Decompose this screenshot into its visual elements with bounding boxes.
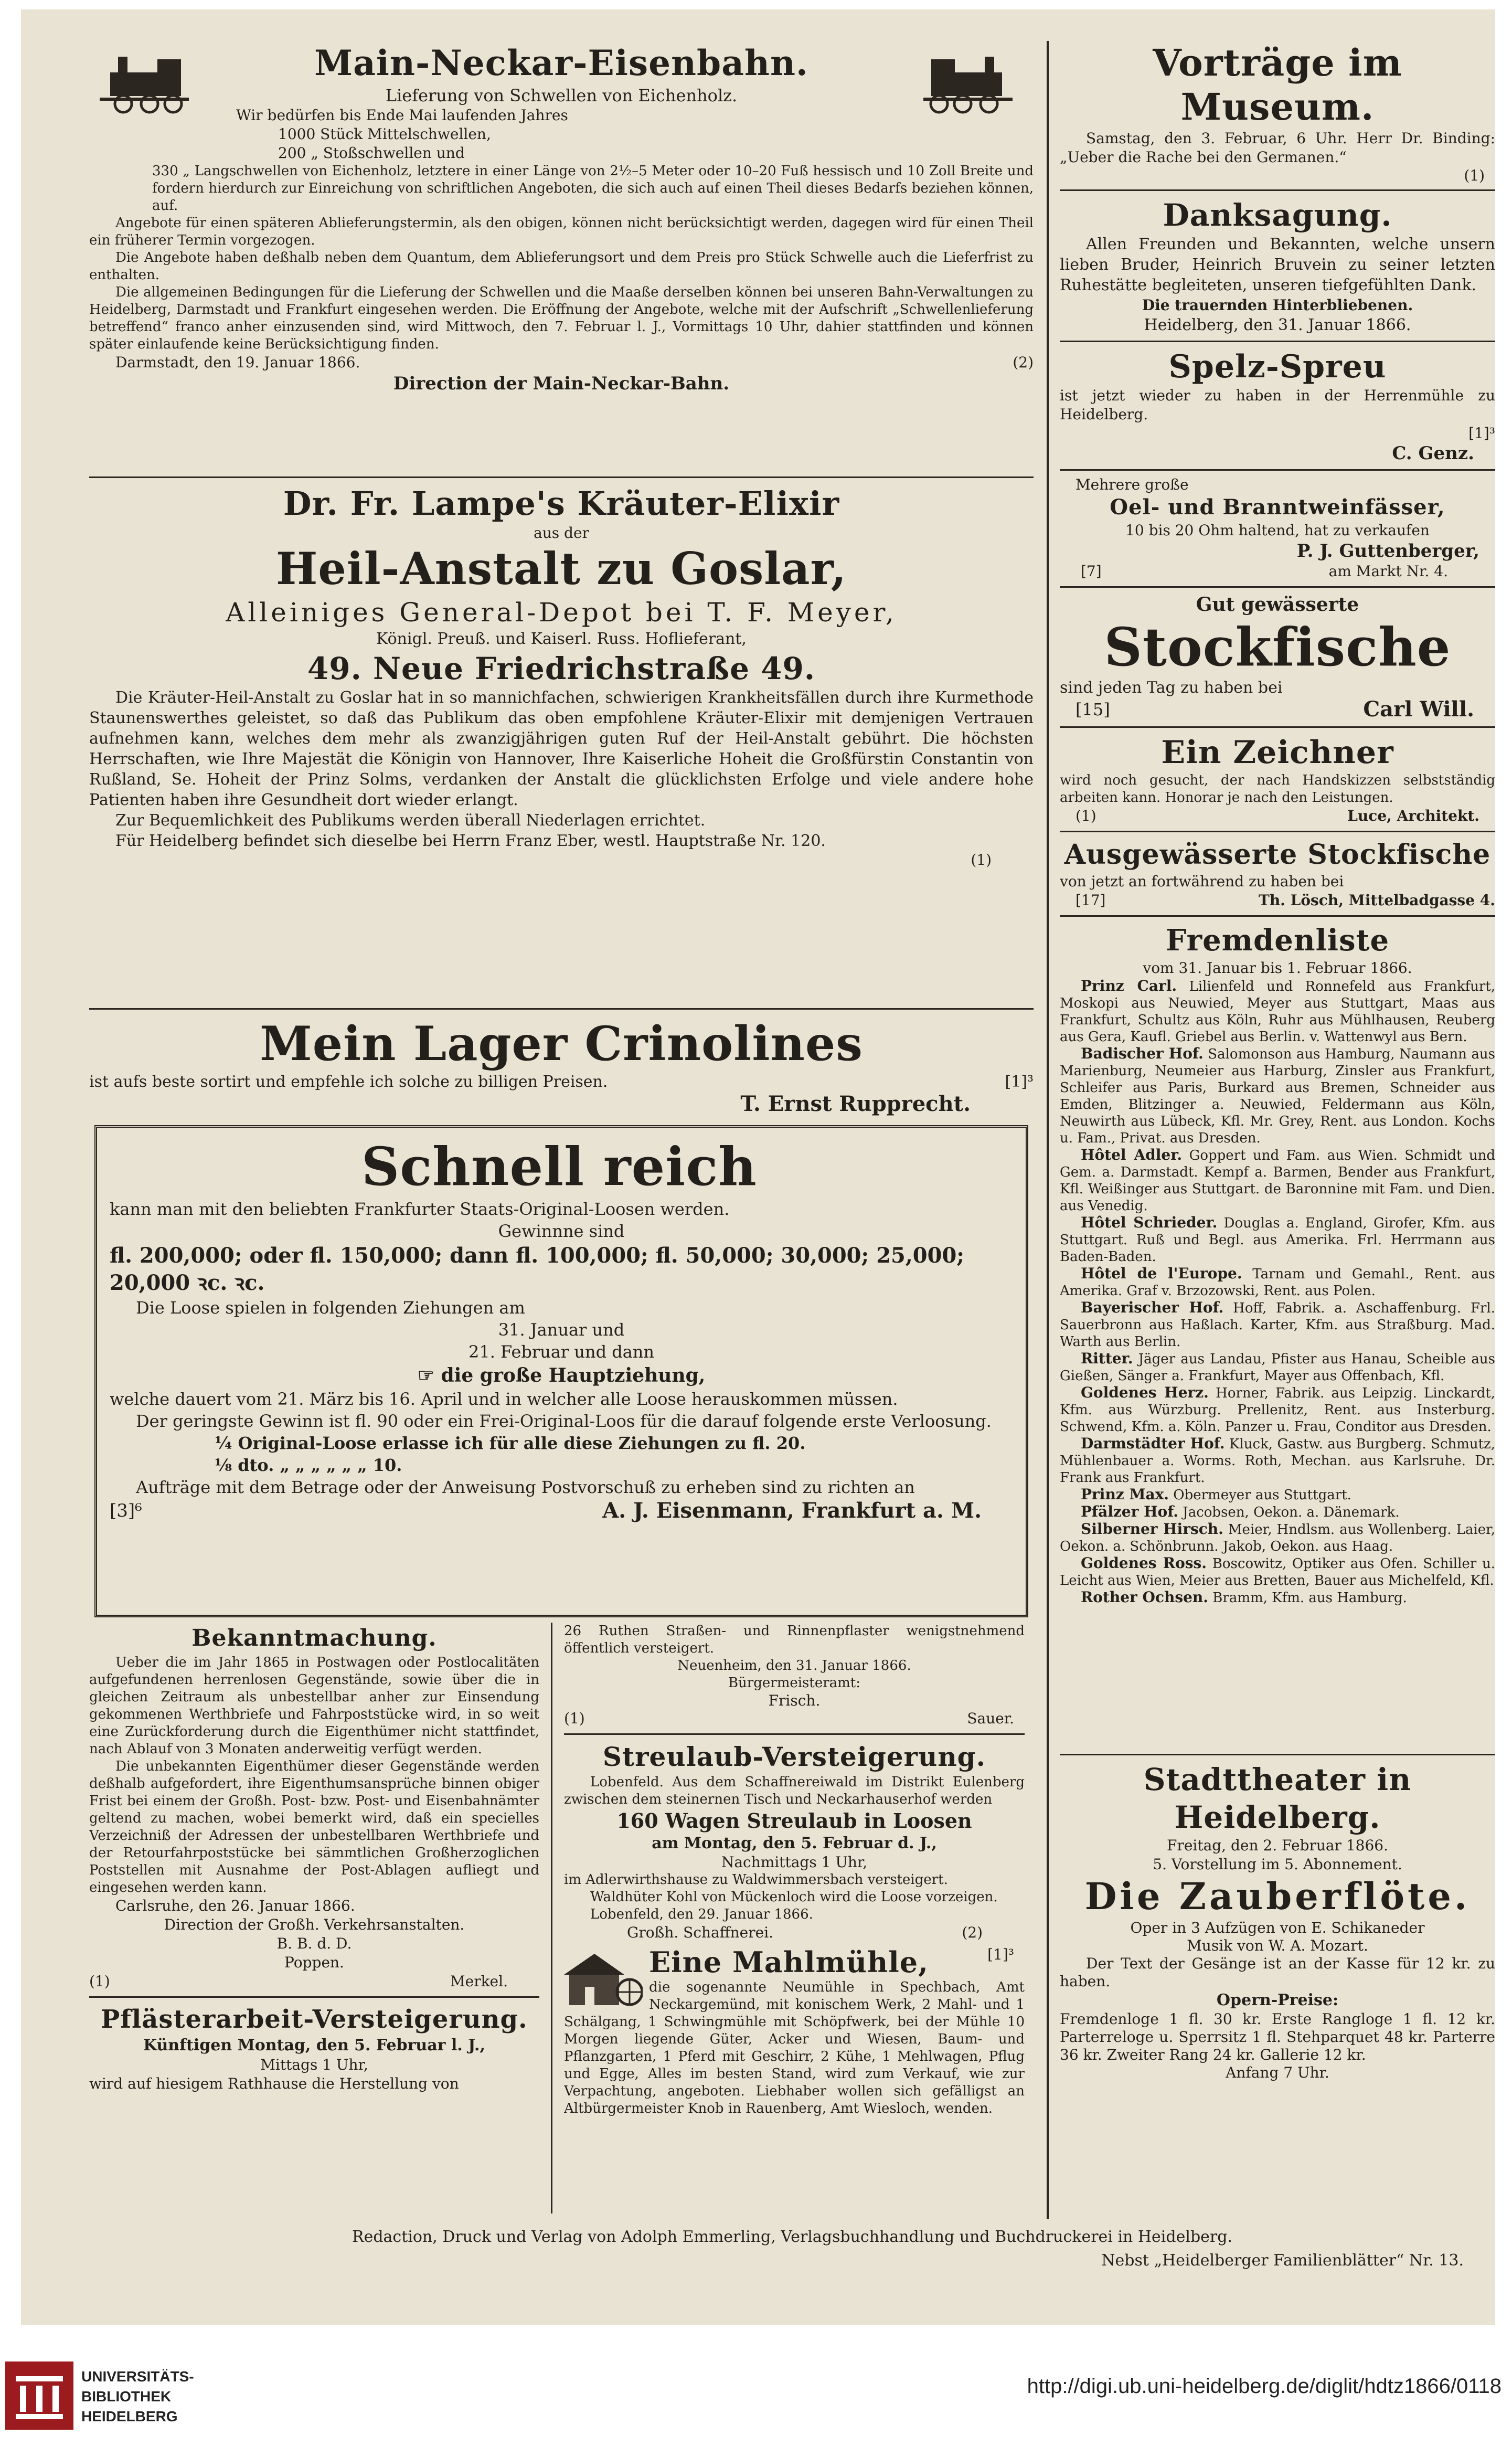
elixir-ad: [89, 483, 1034, 1003]
elixir-paragraph: Für Heidelberg befindet sich dieselbe bei Herrn Franz Eber, westl. Hauptstraße Nr. 120.: [115, 832, 826, 850]
fremden-entry: [1060, 1147, 1495, 1214]
right-subcolumn: [552, 1623, 1025, 2214]
fremden-guests: Jäger aus Landau, Pfister aus Hanau, Scheible aus Gießen, Sänger a. Frankfurt, Mayer aus Offenbach, Kfl.: [1060, 1351, 1495, 1384]
ad-number: (1): [89, 1973, 110, 1990]
lottery-line: welche dauert vom 21. März bis 16. April und in welcher alle Loose herauskommen müssen.: [110, 1389, 898, 1409]
fremden-hotel: Goldenes Herz.: [1081, 1384, 1209, 1401]
zeichner-title: Ein Zeichner: [1161, 734, 1394, 771]
bekannt-signature: Merkel.: [450, 1973, 508, 1990]
elixir-koenig: Königl. Preuß. und Kaiserl. Russ. Hoflieferant,: [376, 630, 747, 648]
spelz-title: Spelz-Spreu: [1168, 348, 1387, 385]
stock2-body: von jetzt an fortwährend zu haben bei: [1060, 873, 1344, 890]
ad-number: [15]: [1076, 700, 1110, 719]
fremden-hotel: Rother Ochsen.: [1081, 1588, 1209, 1606]
spelz-body: ist jetzt wieder zu haben in der Herrenmühle zu Heidelberg.: [1060, 387, 1495, 423]
pflaster-office: Bürgermeisteramt:: [728, 1675, 861, 1691]
crinoline-body: ist aufs beste sortirt und empfehle ich solche zu billigen Preisen.: [89, 1073, 608, 1091]
mill-illustration-icon: [564, 1947, 643, 2010]
stockfische2-ad: [1060, 838, 1495, 910]
fremden-hotel: Prinz Max.: [1081, 1486, 1169, 1503]
divider: [1060, 189, 1495, 191]
lottery-signature: A. J. Eisenmann, Frankfurt a. M.: [602, 1498, 982, 1523]
railway-ad: [89, 41, 1034, 471]
muehle-body: die sogenannte Neumühle in Spechbach, Amt Neckargemünd, mit konischem Werk, 2 Mahl- und 1 Schälgang, 1 Schwingmühle mit Schöpfwerk, bei der Mühle 10 Morgen liegende Güter, Acker und Wiesen, Baum- und Pflanzgarten, 1 Pferd mit Geschirr, 2 Kühe, 1 Mehlwagen, Pflug und Egge, Alles im besten Stand, wird zum Verkauf, wie zur Verpachtung, angeboten. Liebhaber wollen sich gefälligst an Altbürgermeister Knob in Rauenberg, Amt Wiesloch, wenden.: [564, 1979, 1025, 2116]
pflaster-continued: [564, 1623, 1025, 1728]
fremden-entry: [1060, 1299, 1495, 1350]
imprint: Redaction, Druck und Verlag von Adolph Emmerling, Verlagsbuchhandlung und Buchdruckerei in Heidelberg.: [352, 2228, 1232, 2246]
column-divider: [1047, 41, 1049, 2219]
pflaster-place: Neuenheim, den 31. Januar 1866.: [677, 1658, 911, 1674]
lottery-line: Die Loose spielen in folgenden Ziehungen am: [136, 1298, 525, 1318]
divider: [89, 476, 1034, 478]
lottery-date: 21. Februar und dann: [468, 1342, 655, 1362]
rail-paragraph: Die Angebote haben deßhalb neben dem Quantum, dem Ablieferungsort und dem Preis pro Stück Schwelle auch die Lieferfrist zu enthalten.: [89, 250, 1034, 283]
zeichner-body: wird noch gesucht, der nach Handskizzen selbstständig arbeiten kann. Honorar je nach den Leistungen.: [1060, 772, 1495, 806]
divider: [564, 1733, 1025, 1735]
lottery-prizes: fl. 200,000; oder fl. 150,000; dann fl. 100,000; fl. 50,000; 30,000; 25,000; 20,000 ꝛc. ꝛc.: [110, 1243, 965, 1295]
ad-number: (1): [1076, 807, 1096, 824]
muehle-ad: [564, 1945, 1025, 2117]
muehle-title: Eine Mahlmühle,: [649, 1945, 929, 1979]
dank-signature: Die trauernden Hinterbliebenen.: [1142, 296, 1413, 314]
zeichner-signature: Luce, Architekt.: [1347, 807, 1479, 824]
lottery-line: Aufträge mit dem Betrage oder der Anweisung Postvorschuß zu erheben sind zu richten an: [136, 1477, 915, 1497]
right-column: [1060, 41, 1495, 2198]
ad-number: [1]³: [1468, 425, 1495, 442]
elixir-street: 49. Neue Friedrichstraße 49.: [307, 651, 816, 686]
stock-signature: Carl Will.: [1363, 697, 1474, 721]
lottery-title: Schnell reich: [361, 1136, 757, 1198]
ad-number: [1]³: [987, 1946, 1014, 1963]
locomotive-icon: [100, 51, 205, 114]
divider: [1060, 469, 1495, 471]
streu-place: Lobenfeld, den 29. Januar 1866.: [590, 1907, 813, 1922]
fremden-hotel: Ritter.: [1081, 1350, 1133, 1367]
fremden-guests: Tarnam und Gemahl., Rent. aus Amerika. Graf v. Brzozowski, Rent. aus Polen.: [1060, 1266, 1495, 1299]
elixir-heil: Heil-Anstalt zu Goslar,: [275, 543, 847, 595]
vortrag-ad: [1060, 41, 1495, 184]
streu-paragraph: im Adlerwirthshause zu Waldwimmersbach versteigert.: [564, 1872, 948, 1888]
pflaster-line: 26 Ruthen Straßen- und Rinnenpflaster wenigstnehmend öffentlich versteigert.: [564, 1623, 1025, 1656]
fremden-entry: [1060, 1555, 1495, 1589]
fremden-hotel: Prinz Carl.: [1081, 977, 1177, 994]
library-name-line: BIBLIOTHEK: [81, 2388, 172, 2405]
fremden-entry: [1060, 1589, 1495, 1606]
fass-title: Oel- und Branntweinfässer,: [1110, 495, 1445, 520]
fremden-title: Fremdenliste: [1165, 923, 1390, 958]
vortrag-body: Samstag, den 3. Februar, 6 Uhr. Herr Dr. Binding: „Ueber die Rache bei den Germanen.“: [1060, 130, 1495, 166]
divider: [89, 1008, 1034, 1010]
locomotive-icon: [908, 51, 1013, 114]
rail-intro: Wir bedürfen bis Ende Mai laufenden Jahres: [236, 107, 568, 124]
fremden-guests: Obermeyer aus Stuttgart.: [1173, 1487, 1351, 1503]
fass-signature: P. J. Guttenberger,: [1296, 541, 1479, 562]
library-name-line: HEIDELBERG: [81, 2408, 178, 2424]
bekannt-signature: B. B. d. D.: [276, 1935, 352, 1952]
fremden-entry: [1060, 1521, 1495, 1555]
divider: [1060, 915, 1495, 917]
fremden-guests: Kluck, Gastw. aus Burgberg. Schmutz, Mühlenbauer a. Worms. Roth, Mechan. aus Karlsruhe. Dr. Frank aus Frankfurt.: [1060, 1436, 1495, 1486]
danksagung-ad: [1060, 196, 1495, 335]
spelz-signature: C. Genz.: [1392, 443, 1474, 464]
lottery-fraction: ⅛ dto. „ „ „ „ „ „ 10.: [215, 1455, 402, 1475]
fremden-guests: Salomonson aus Hamburg, Naumann aus Marienburg, Neumeier aus Harburg, Zinsler aus Frankfurt, Schleifer aus Paris, Burkard aus Bremen, Schneider aus Emden, Blitzinger a. Neuwied, Feldermann aus Köln, Neuwirth aus Lübeck, Kfl. Mr. Grey, Rent. aus London. Kochs u. Fam., Privat. aus Dresden.: [1060, 1046, 1495, 1146]
streulaub-ad: [564, 1740, 1025, 1942]
lottery-line: Der geringste Gewinn ist fl. 90 oder ein Frei-Original-Loos für die darauf folgende erste Verloosung.: [136, 1411, 992, 1431]
dank-date: Heidelberg, den 31. Januar 1866.: [1144, 316, 1411, 334]
pflaster-line: wird auf hiesigem Rathhause die Herstellung von: [89, 2075, 459, 2092]
ad-number: (1): [971, 851, 992, 869]
fremden-guests: Jacobsen, Oekon. a. Dänemark.: [1183, 1505, 1400, 1520]
divider: [1060, 586, 1495, 588]
ad-number: [1]³: [1005, 1073, 1034, 1091]
fremden-entry: [1060, 1214, 1495, 1265]
fremden-hotel: Hôtel Adler.: [1081, 1146, 1183, 1163]
fremden-entry: [1060, 1350, 1495, 1384]
streu-paragraph: Lobenfeld. Aus dem Schaffnereiwald im Distrikt Eulenberg zwischen dem steinernen Tisch und Neckarhauserhof werden: [564, 1774, 1025, 1807]
rail-subtitle: Lieferung von Schwellen von Eichenholz.: [385, 86, 738, 105]
bekannt-paragraph: Ueber die im Jahr 1865 in Postwagen oder Postlocalitäten aufgefundenen herrenlosen Gegenstände, sowie über die in gleichen Zeitraum als unbestellbar anher zur Einsendung gekommenen Werthbriefe und Fahrpoststücke wird, in so weit eine Zurückforderung durch die Eigenthümer nicht stattfindet, nach Ablauf von 3 Monaten anderweitig verfügt werden.: [89, 1655, 539, 1757]
fremden-guests: Hoff, Fabrik. a. Aschaffenburg. Frl. Sauerbronn aus Haßlach. Karter, Kfm. aus Straßburg. Mad. Warth aus Berlin.: [1060, 1300, 1495, 1350]
lottery-date: 31. Januar und: [498, 1320, 625, 1340]
fremden-hotel: Pfälzer Hof.: [1081, 1503, 1179, 1520]
fass-line: 10 bis 20 Ohm haltend, hat zu verkaufen: [1125, 522, 1430, 539]
fremden-entry: [1060, 1503, 1495, 1521]
fremden-entry: [1060, 978, 1495, 1045]
fremden-entry: [1060, 1486, 1495, 1503]
pflaster-time: Mittags 1 Uhr,: [260, 2056, 368, 2073]
theater-ad: [1060, 1761, 1495, 2082]
rail-quantity-2: 200 „ Stoßschwellen und: [278, 144, 465, 162]
crinoline-signature: T. Ernst Rupprecht.: [740, 1092, 971, 1116]
stock-intro: Gut gewässerte: [1196, 594, 1359, 616]
streu-title: Streulaub-Versteigerung.: [602, 1741, 986, 1772]
fremden-guests: Douglas a. England, Girofer, Kfm. aus Stuttgart. Ruß und Begl. aus Amerika. Frl. Herrmann aus Baden-Baden.: [1060, 1215, 1495, 1265]
pflaster-title: Pflästerarbeit-Versteigerung.: [101, 2005, 528, 2034]
theater-opera-info: Oper in 3 Aufzügen von E. Schikaneder: [1130, 1919, 1425, 1936]
stock2-signature: Th. Lösch, Mittelbadgasse 4.: [1258, 892, 1495, 909]
divider: [1060, 341, 1495, 342]
rail-paragraph: Angebote für einen späteren Ablieferungstermin, als den obigen, können nicht berücksichtigt werden, dagegen wird für einen Theil ein früherer Termin vorgezogen.: [89, 215, 1034, 248]
fremden-entry: [1060, 1384, 1495, 1435]
lottery-line: kann man mit den beliebten Frankfurter Staats-Original-Loosen werden.: [110, 1199, 730, 1219]
rail-quantity-1: 1000 Stück Mittelschwellen,: [278, 125, 491, 143]
fremden-hotel: Hôtel de l'Europe.: [1081, 1265, 1242, 1282]
fremden-guests: Bramm, Kfm. aus Hamburg.: [1212, 1590, 1407, 1606]
pflaster-signature: Frisch.: [768, 1692, 821, 1709]
divider: [1060, 831, 1495, 832]
streu-signature: Großh. Schaffnerei.: [627, 1924, 774, 1941]
lottery-line: Gewinnne sind: [498, 1221, 625, 1241]
crinoline-ad: [89, 1015, 1034, 1120]
lottery-main-draw: die große Hauptziehung,: [441, 1364, 706, 1386]
elixir-aus: aus der: [534, 524, 589, 542]
theater-title: Stadttheater in Heidelberg.: [1143, 1762, 1412, 1835]
dank-body: Allen Freunden und Bekannten, welche unsern lieben Bruder, Heinrich Bruvein zu seiner letzten Ruhestätte begleiteten, unseren tiefgefühlten Dank.: [1060, 235, 1495, 294]
ad-number: (1): [564, 1710, 585, 1727]
elixir-title: Dr. Fr. Lampe's Kräuter-Elixir: [283, 484, 840, 523]
fass-intro: Mehrere große: [1076, 476, 1189, 493]
fass-address: am Markt Nr. 4.: [1328, 563, 1448, 580]
spelz-ad: [1060, 347, 1495, 464]
bekannt-paragraph: Die unbekannten Eigenthümer dieser Gegenstände werden deßhalb aufgefordert, ihre Eigenthumsansprüche binnen obiger Frist bei einem der Großh. Post- bzw. Post- und Eisenbahnämter geltend zu machen, wobei bemerkt wird, daß ein specielles Verzeichniß der Adressen der unbestellbaren Werthbriefe und der Retourfahrpoststücke bei sämmtlichen Großherzoglichen Poststellen mit Ausnahme der Post-Ablagen aufliegt und eingesehen werden kann.: [89, 1759, 539, 1895]
bekannt-date: Carlsruhe, den 26. Januar 1866.: [115, 1897, 355, 1914]
newspaper-page: [21, 9, 1495, 2325]
faesser-ad: [1060, 476, 1495, 581]
pflaster-date: Künftigen Montag, den 5. Februar l. J.,: [143, 2036, 485, 2054]
divider: [1060, 726, 1495, 728]
crinoline-title: Mein Lager Crinolines: [260, 1016, 863, 1072]
fremden-hotel: Badischer Hof.: [1081, 1045, 1204, 1062]
stock-line: sind jeden Tag zu haben bei: [1060, 679, 1283, 697]
fremden-guests: Boscowitz, Optiker aus Ofen. Schiller u. Leicht aus Wien, Meier aus Bretten, Bauer aus Michelfeld, Kfl.: [1060, 1556, 1495, 1588]
fremden-hotel: Hôtel Schrieder.: [1081, 1214, 1218, 1231]
bekannt-direction: Direction der Großh. Verkehrsanstalten.: [164, 1916, 465, 1933]
fremden-list: [1060, 978, 1495, 1606]
rail-signature: Direction der Main-Neckar-Bahn.: [393, 373, 730, 394]
streu-quantity: 160 Wagen Streulaub in Loosen: [616, 1809, 972, 1833]
library-name: [81, 2367, 194, 2427]
left-subcolumn: [89, 1623, 551, 2214]
fremden-hotel: Goldenes Ross.: [1081, 1554, 1207, 1572]
theater-performance: 5. Vorstellung im 5. Abonnement.: [1153, 1856, 1402, 1873]
vortrag-title: Vorträge im Museum.: [1153, 41, 1402, 129]
ad-number: (2): [1013, 354, 1034, 371]
theater-prices: Fremdenloge 1 fl. 30 kr. Erste Rangloge 1 fl. 12 kr. Parterreloge u. Sperrsitz 1 fl. Stehparquet 48 kr. Parterre 36 kr. Zweiter Rang 24 kr. Gallerie 12 kr.: [1060, 2010, 1495, 2063]
streu-paragraph: Waldhüter Kohl von Mückenloch wird die Loose vorzeigen.: [590, 1889, 998, 1905]
bekannt-title: Bekanntmachung.: [191, 1625, 437, 1651]
ad-number: (1): [1464, 167, 1485, 184]
fremden-guests: Meier, Hndlsm. aus Wollenberg. Laier, Oekon. a. Schönbrunn. Jakob, Oekon. aus Haag.: [1060, 1522, 1495, 1554]
ad-number: (2): [962, 1924, 983, 1941]
pflaster-ad: [89, 2003, 539, 2093]
ad-number: [3]⁶: [110, 1500, 142, 1521]
pointing-hand-icon: ☞: [417, 1364, 441, 1386]
divider: [1060, 1754, 1495, 1755]
theater-start: Anfang 7 Uhr.: [1226, 2064, 1329, 2081]
pflaster-signature: Sauer.: [967, 1710, 1014, 1727]
elixir-body: Die Kräuter-Heil-Anstalt zu Goslar hat in so mannichfachen, schwierigen Krankheitsfällen durch ihre Kurmethode Staunenswerthes geleistet, so daß das Publikum das oben empfohlene Kräuter-Elixir mit demjenigen Vertrauen aufnehmen kann, welches dem mehr als zwanzigjährigen guten Ruf der Heil-Anstalt gebührt. Die höchsten Herrschaften, wie Ihre Majestät die Königin von Hannover, Ihre Kaiserliche Hoheit die Großfürstin Constantin von Rußland, Se. Hoheit der Prinz Solms, verdanken der Anstalt die glücklichsten Erfolge und viele andere hohe Patienten haben ihre Gesundheit dort wieder erlangt.: [89, 689, 1034, 809]
theater-opera: Die Zauberflöte.: [1084, 1874, 1471, 1918]
fremden-entry: [1060, 1435, 1495, 1486]
theater-date: Freitag, den 2. Februar 1866.: [1167, 1837, 1388, 1854]
fremden-hotel: Silberner Hirsch.: [1081, 1520, 1223, 1538]
zeichner-ad: [1060, 733, 1495, 825]
university-library-logo-icon[interactable]: [5, 2361, 73, 2430]
fremdenliste: [1060, 922, 1495, 1749]
lottery-fraction: ¼ Original-Loose erlasse ich für alle diese Ziehungen zu fl. 20.: [215, 1433, 806, 1453]
library-name-line: UNIVERSITÄTS-: [81, 2368, 194, 2385]
fremden-date: vom 31. Januar bis 1. Februar 1866.: [1143, 959, 1412, 977]
rail-title: Main-Neckar-Eisenbahn.: [314, 43, 808, 83]
stock-title: Stockfische: [1104, 616, 1451, 678]
fremden-entry: [1060, 1045, 1495, 1147]
theater-text: Der Text der Gesänge ist an der Kasse für 12 kr. zu haben.: [1060, 1955, 1495, 1990]
divider: [89, 1996, 539, 1998]
fremden-guests: Goppert und Fam. aus Wien. Schmidt und Gem. a. Darmstadt. Kempf a. Barmen, Bender aus Frankfurt, Kfl. Weißinger aus Stuttgart. de Baronnine mit Fam. und Dien. aus Venedig.: [1060, 1148, 1495, 1214]
bekannt-signature: Poppen.: [284, 1954, 344, 1971]
theater-prices-title: Opern-Preise:: [1216, 1991, 1339, 2009]
permalink-url[interactable]: http://digi.ub.uni-heidelberg.de/diglit/hdtz1866/0118: [1027, 2375, 1502, 2398]
dank-title: Danksagung.: [1163, 197, 1392, 233]
fremden-hotel: Darmstädter Hof.: [1081, 1435, 1225, 1452]
elixir-paragraph: Zur Bequemlichkeit des Publikums werden überall Niederlagen errichtet.: [115, 811, 706, 830]
bekanntmachung-ad: [89, 1623, 539, 1991]
streu-date: am Montag, den 5. Februar d. J.,: [652, 1834, 937, 1852]
stockfische-ad: [1060, 593, 1495, 721]
ad-number: [17]: [1076, 892, 1106, 909]
fremden-hotel: Bayerischer Hof.: [1081, 1299, 1224, 1316]
ad-number: [7]: [1081, 563, 1102, 580]
fremden-entry: [1060, 1265, 1495, 1299]
rail-date: Darmstadt, den 19. Januar 1866.: [115, 354, 360, 371]
rail-paragraph: Die allgemeinen Bedingungen für die Lieferung der Schwellen und die Maaße derselben können bei unseren Bahn-Verwaltungen zu Heidelberg, Darmstadt und Frankfurt eingesehen werden. Die Eröffnung der Angebote, welche mit der Aufschrift „Schwellenlieferung betreffend“ franco anher einzusenden sind, wird Mittwoch, den 7. Februar l. J., Vormittags 10 Uhr, dahier stattfinden und können später einlaufende keine Berücksichtigung finden.: [89, 284, 1034, 352]
lottery-ad: [94, 1125, 1028, 1617]
elixir-depot: Alleiniges General-Depot bei T. F. Meyer,: [226, 597, 897, 628]
left-column: [89, 41, 1034, 2214]
theater-music: Musik von W. A. Mozart.: [1187, 1937, 1368, 1954]
stock2-title: Ausgewässerte Stockfische: [1064, 839, 1491, 871]
fremden-guests: Lilienfeld und Ronnefeld aus Frankfurt, Moskopi aus Neuwied, Meyer aus Stuttgart, Maas aus Frankfurt, Schultz aus Köln, Ruhr aus Mühlhausen, Reuberg aus Gera, Kaufl. Griebel aus Berlin. v. Wattenwyl aus Bern.: [1060, 979, 1495, 1045]
imprint-supplement: Nebst „Heidelberger Familienblätter“ Nr. 13.: [1101, 2251, 1464, 2270]
fremden-guests: Horner, Fabrik. aus Leipzig. Linckardt, Kfm. aus Würzburg. Prellenitz, Rent. aus Insterburg. Schwend, Kfm. a. Köln. Panzer u. Frau, Conditor aus Dresden.: [1060, 1385, 1495, 1435]
streu-time: Nachmittags 1 Uhr,: [721, 1854, 868, 1871]
rail-quantity-3: 330 „ Langschwellen von Eichenholz, letztere in einer Länge von 2½–5 Meter oder 10–20 Fuß hessisch und 10 Zoll Breite und fordern hierdurch zur Einreichung von schriftlichen Angeboten, die sich auch auf einen Theil dieses Bedarfs beziehen können, auf.: [152, 163, 1034, 214]
